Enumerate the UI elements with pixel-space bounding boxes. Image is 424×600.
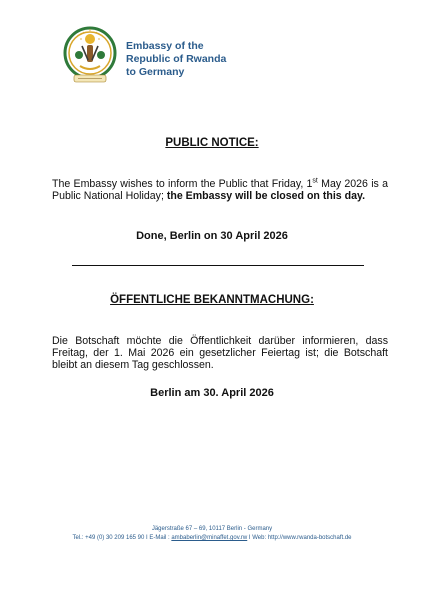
german-title-colon: : [310,294,314,306]
letterhead [62,26,382,96]
public-notice-body-text-2: May 2026 is a Public National Holiday; [52,178,388,202]
german-notice-title-text: ÖFFENTLICHE BEKANNTMACHUNG [110,294,311,306]
closure-statement: the Embassy will be closed on this day. [166,190,366,202]
embassy-name-line3: to Germany [126,66,185,78]
public-notice-title: PUBLIC NOTICE: [165,137,259,149]
german-notice-body: Die Botschaft möchte die Öffentlichkeit darüber informieren, dass Freitag, der 1. Mai 2026 ein gesetzlicher Feiertag ist; die Botschaft bleibt an diesem Tag geschlossen. [52,335,388,371]
footer-contact [0,535,424,541]
embassy-name [126,40,226,79]
rwanda-coat-of-arms-icon [62,26,118,88]
german-signoff: Berlin am 30. April 2026 [150,387,274,399]
public-notice-body [52,178,388,202]
section-divider [72,265,364,266]
english-signoff: Done, Berlin on 30 April 2026 [136,230,288,242]
public-notice-body-text: The Embassy wishes to inform the Public that Friday, 1 [52,178,313,190]
footer-web: I Web: http://www.rwanda-botschaft.de [247,535,352,541]
german-notice-title [0,294,424,306]
ordinal-suffix: st [312,177,318,185]
embassy-name-line2: Republic of Rwanda [126,53,227,65]
footer-phone: Tel.: +49 (0) 30 209 165 90 I E-Mail : [72,535,172,541]
footer-email-link[interactable]: ambaberlin@minaffet.gov.rw [171,535,248,541]
footer-address: Jägerstraße 67 – 69, 10117 Berlin - Germany [151,526,273,532]
embassy-name-line1: Embassy of the [126,40,204,52]
